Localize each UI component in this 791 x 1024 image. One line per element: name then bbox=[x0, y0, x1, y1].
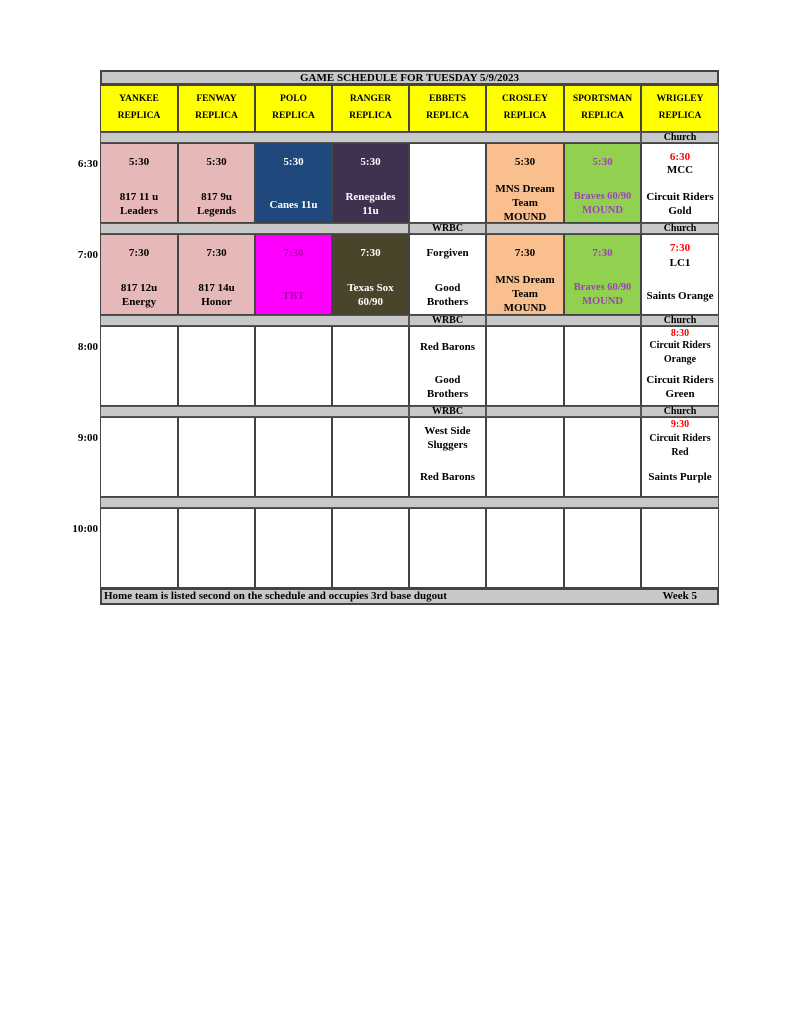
game-teams: TBT bbox=[282, 290, 305, 302]
empty-cell bbox=[486, 326, 564, 406]
game-teams: 817 14u Honor bbox=[198, 282, 235, 308]
game-teams: Texas Sox 60/90 bbox=[347, 282, 394, 308]
game-team-away: MCC bbox=[666, 164, 694, 176]
game-cell[interactable] bbox=[641, 326, 719, 406]
game-time: 7:30 bbox=[283, 247, 304, 259]
game-time: 7:30 bbox=[128, 247, 150, 259]
empty-cell bbox=[178, 326, 255, 406]
empty-cell bbox=[332, 326, 409, 406]
separator-wrigley: Church bbox=[641, 406, 719, 417]
field-name: CROSLEY bbox=[502, 94, 548, 104]
game-team-away: Forgiven bbox=[426, 247, 469, 259]
separator-row bbox=[486, 223, 641, 234]
game-cell[interactable] bbox=[409, 417, 486, 497]
game-cell[interactable] bbox=[255, 234, 332, 315]
game-time: 6:30 bbox=[669, 151, 691, 163]
separator-row bbox=[100, 132, 641, 143]
field-name: FENWAY bbox=[196, 94, 237, 104]
field-sub: REPLICA bbox=[349, 111, 392, 121]
separator-ebbets: WRBC bbox=[409, 223, 486, 234]
game-team-away: West Side Sluggers bbox=[424, 425, 471, 451]
separator-wrigley: Church bbox=[641, 223, 719, 234]
game-teams: Braves 60/90 MOUND bbox=[573, 282, 632, 307]
game-team-away: Circuit Riders Orange bbox=[649, 340, 711, 365]
field-name: SPORTSMAN bbox=[572, 94, 633, 104]
game-cell[interactable] bbox=[641, 417, 719, 497]
header-fenway bbox=[178, 85, 255, 132]
game-teams: Renegades 11u bbox=[345, 191, 396, 217]
game-cell[interactable] bbox=[564, 143, 641, 223]
game-teams: 817 12u Energy bbox=[120, 282, 158, 308]
empty-cell bbox=[332, 417, 409, 497]
game-cell[interactable] bbox=[641, 143, 719, 223]
game-cell[interactable] bbox=[564, 234, 641, 315]
empty-cell bbox=[100, 508, 178, 588]
separator-row bbox=[486, 315, 641, 326]
header-wrigley bbox=[641, 85, 719, 132]
game-time: 5:30 bbox=[206, 156, 227, 168]
empty-cell bbox=[409, 143, 486, 223]
separator-ebbets: WRBC bbox=[409, 406, 486, 417]
field-sub: REPLICA bbox=[581, 111, 624, 121]
empty-cell bbox=[178, 417, 255, 497]
game-team-away: Circuit Riders Red bbox=[649, 433, 711, 458]
game-cell[interactable] bbox=[100, 234, 178, 315]
game-cell[interactable] bbox=[332, 143, 409, 223]
field-sub: REPLICA bbox=[503, 111, 547, 121]
schedule-title: GAME SCHEDULE FOR TUESDAY 5/9/2023 bbox=[100, 70, 719, 85]
time-label: 10:00 bbox=[72, 523, 98, 535]
game-team-home: Saints Purple bbox=[648, 471, 712, 483]
time-label: 8:00 bbox=[77, 341, 98, 353]
game-time: 8:30 bbox=[670, 328, 690, 339]
game-cell[interactable] bbox=[100, 143, 178, 223]
schedule-footer bbox=[100, 588, 719, 605]
field-name: EBBETS bbox=[429, 94, 466, 104]
game-time: 7:30 bbox=[669, 242, 691, 254]
game-cell[interactable] bbox=[178, 234, 255, 315]
empty-cell bbox=[255, 417, 332, 497]
game-time: 7:30 bbox=[514, 247, 536, 259]
footer-note: Home team is listed second on the schedule and occupies 3rd base dugout bbox=[104, 590, 447, 602]
game-team-home: Red Barons bbox=[419, 471, 476, 483]
header-polo bbox=[255, 85, 332, 132]
header-yankee bbox=[100, 85, 178, 132]
header-crosley bbox=[486, 85, 564, 132]
game-time: 7:30 bbox=[360, 247, 381, 259]
separator-row bbox=[100, 497, 719, 508]
game-cell[interactable] bbox=[255, 143, 332, 223]
game-team-away: Red Barons bbox=[419, 341, 476, 353]
header-sportsman bbox=[564, 85, 641, 132]
field-name: POLO bbox=[280, 94, 307, 104]
game-time: 5:30 bbox=[283, 156, 304, 168]
field-name: RANGER bbox=[349, 94, 392, 104]
header-ranger bbox=[332, 85, 409, 132]
empty-cell bbox=[641, 508, 719, 588]
game-team-home: Good Brothers bbox=[426, 374, 469, 400]
game-time: 5:30 bbox=[128, 156, 150, 168]
separator-wrigley: Church bbox=[641, 315, 719, 326]
empty-cell bbox=[100, 326, 178, 406]
game-cell[interactable] bbox=[409, 326, 486, 406]
game-team-home: Circuit Riders Green bbox=[646, 374, 714, 400]
field-sub: REPLICA bbox=[426, 111, 469, 121]
empty-cell bbox=[564, 508, 641, 588]
empty-cell bbox=[100, 417, 178, 497]
field-sub: REPLICA bbox=[195, 111, 238, 121]
week-label: Week 5 bbox=[662, 590, 697, 602]
field-sub: REPLICA bbox=[658, 111, 702, 121]
empty-cell bbox=[409, 508, 486, 588]
game-time: 5:30 bbox=[592, 156, 613, 168]
game-teams: 817 9u Legends bbox=[196, 191, 237, 217]
empty-cell bbox=[564, 417, 641, 497]
field-name: YANKEE bbox=[119, 94, 159, 104]
separator-row bbox=[100, 406, 409, 417]
game-cell[interactable] bbox=[486, 143, 564, 223]
field-name: WRIGLEY bbox=[656, 94, 704, 104]
game-teams: 817 11 u Leaders bbox=[119, 191, 159, 217]
game-time: 5:30 bbox=[360, 156, 381, 168]
game-team-home: Circuit Riders Gold bbox=[646, 191, 714, 217]
time-label: 6:30 bbox=[77, 158, 98, 170]
empty-cell bbox=[332, 508, 409, 588]
game-time: 7:30 bbox=[592, 247, 613, 259]
game-teams: MNS Dream Team MOUND bbox=[495, 274, 555, 314]
time-label: 9:00 bbox=[77, 432, 98, 444]
game-cell[interactable] bbox=[486, 234, 564, 315]
separator-wrigley: Church bbox=[641, 132, 719, 143]
game-cell[interactable] bbox=[332, 234, 409, 315]
game-time: 5:30 bbox=[514, 156, 536, 168]
game-team-home: Good Brothers bbox=[426, 282, 469, 308]
game-teams: MNS Dream Team MOUND bbox=[495, 183, 555, 223]
empty-cell bbox=[178, 508, 255, 588]
separator-row bbox=[486, 406, 641, 417]
game-time: 7:30 bbox=[206, 247, 227, 259]
separator-ebbets: WRBC bbox=[409, 315, 486, 326]
header-ebbets bbox=[409, 85, 486, 132]
game-cell[interactable] bbox=[409, 234, 486, 315]
empty-cell bbox=[486, 508, 564, 588]
separator-row bbox=[100, 223, 409, 234]
empty-cell bbox=[255, 508, 332, 588]
game-cell[interactable] bbox=[641, 234, 719, 315]
empty-cell bbox=[564, 326, 641, 406]
game-cell[interactable] bbox=[178, 143, 255, 223]
empty-cell bbox=[255, 326, 332, 406]
game-time: 9:30 bbox=[670, 419, 690, 430]
field-sub: REPLICA bbox=[272, 111, 315, 121]
empty-cell bbox=[486, 417, 564, 497]
game-teams: Canes 11u bbox=[269, 199, 318, 211]
time-label: 7:00 bbox=[77, 249, 98, 261]
separator-row bbox=[100, 315, 409, 326]
game-team-away: LC1 bbox=[669, 257, 691, 269]
game-team-home: Saints Orange bbox=[646, 290, 714, 302]
field-sub: REPLICA bbox=[117, 111, 161, 121]
game-teams: Braves 60/90 MOUND bbox=[573, 191, 632, 216]
